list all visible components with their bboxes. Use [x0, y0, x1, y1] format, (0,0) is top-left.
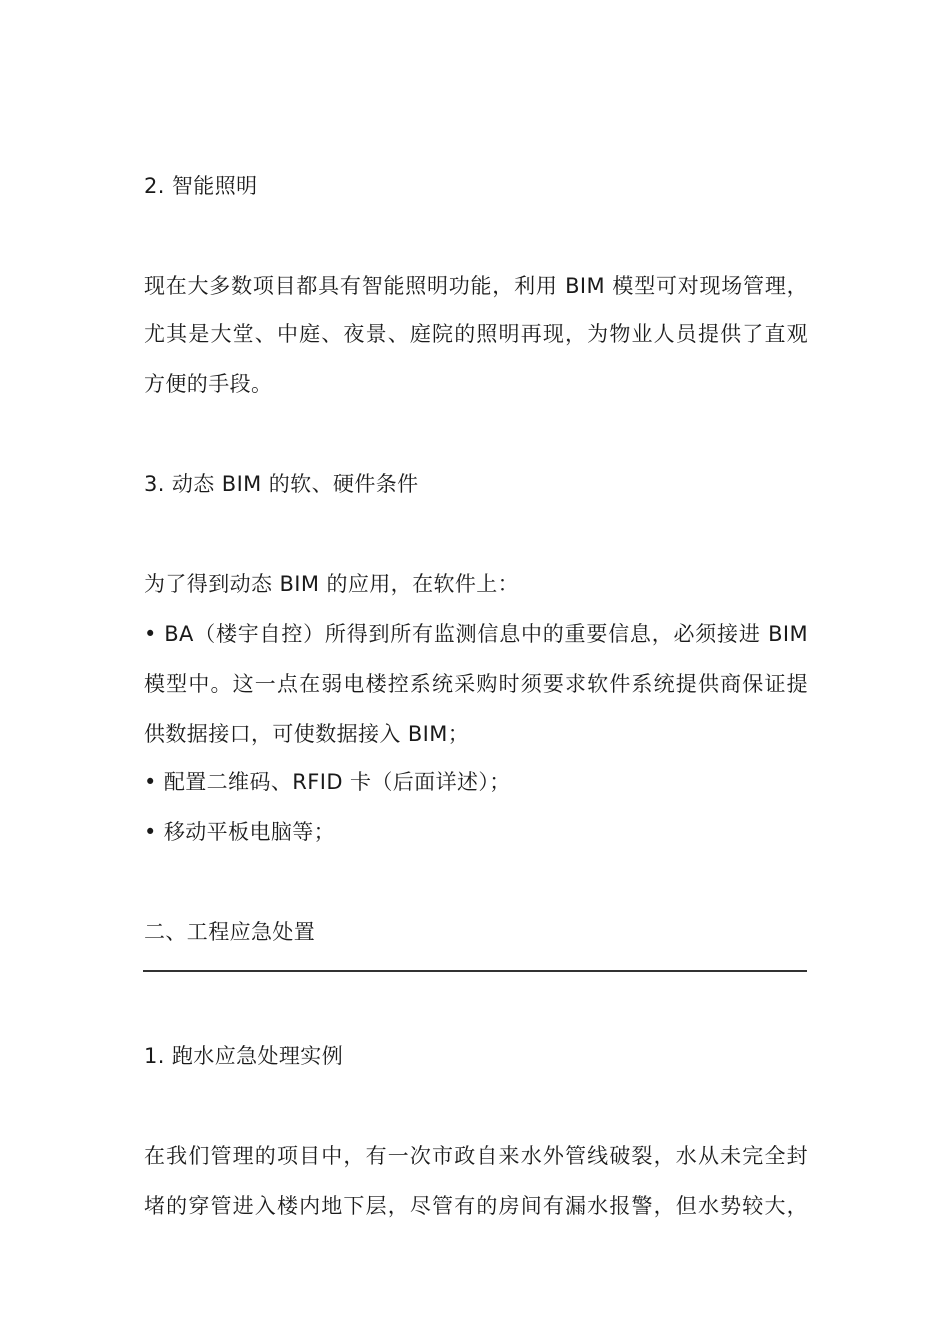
section-divider [143, 970, 807, 972]
paragraph-line: 模型中。这一点在弱电楼控系统采购时须要求软件系统提供商保证提 [144, 672, 808, 696]
paragraph-line: 方便的手段。 [144, 372, 273, 396]
list-item: • BA（楼宇自控）所得到所有监测信息中的重要信息，必须接进 BIM [144, 622, 808, 646]
heading-emergency-handling: 二、工程应急处置 [144, 920, 316, 944]
heading-smart-lighting: 2. 智能照明 [144, 174, 258, 198]
paragraph-line: 堵的穿管进入楼内地下层，尽管有的房间有漏水报警，但水势较大， [144, 1194, 808, 1218]
paragraph-line: 为了得到动态 BIM 的应用，在软件上： [144, 572, 520, 596]
paragraph-line: 供数据接口，可使数据接入 BIM； [144, 722, 470, 746]
heading-bim-conditions: 3. 动态 BIM 的软、硬件条件 [144, 472, 419, 496]
paragraph-line: 现在大多数项目都具有智能照明功能，利用 BIM 模型可对现场管理， [144, 274, 808, 298]
list-item: • 配置二维码、RFID 卡（后面详述）； [144, 770, 511, 794]
heading-leak-example: 1. 跑水应急处理实例 [144, 1044, 344, 1068]
list-item: • 移动平板电脑等； [144, 820, 336, 844]
paragraph-line: 尤其是大堂、中庭、夜景、庭院的照明再现，为物业人员提供了直观 [144, 322, 808, 346]
paragraph-line: 在我们管理的项目中，有一次市政自来水外管线破裂，水从未完全封 [144, 1144, 808, 1168]
